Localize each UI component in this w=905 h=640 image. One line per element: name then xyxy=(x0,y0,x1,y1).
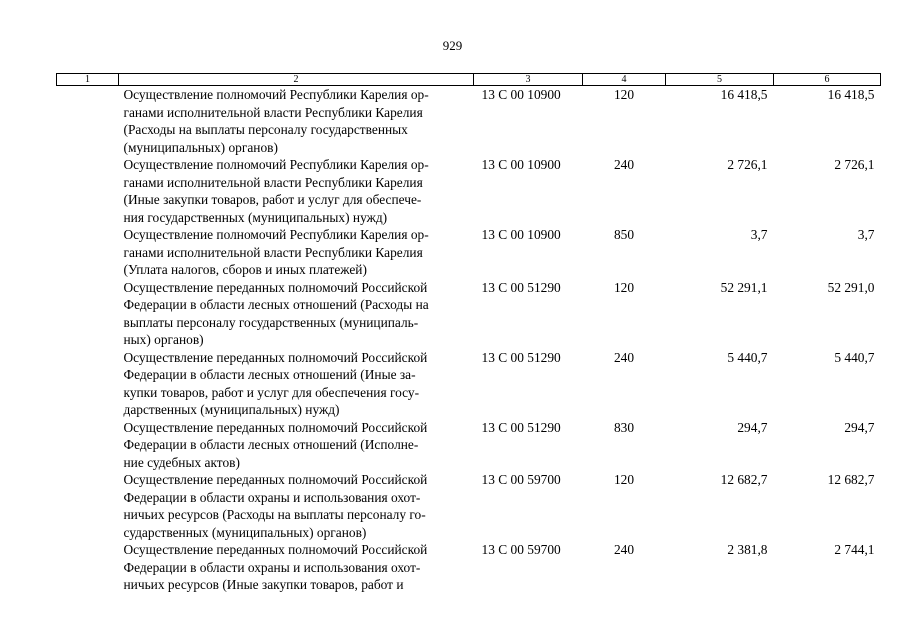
amount-col-5: 52 291,1 xyxy=(720,279,768,295)
expense-type-code: 830 xyxy=(613,419,635,435)
amount-col-6: 12 682,7 xyxy=(827,472,875,487)
amount-col-5: 294,7 xyxy=(737,419,768,435)
table-row xyxy=(57,541,881,594)
expense-name-line: Федерации в области охраны и использования охот- xyxy=(123,559,421,575)
row-number-cell xyxy=(57,156,119,226)
amount-col-5: 5 440,7 xyxy=(727,349,768,365)
header-col-3: 3 xyxy=(474,74,583,86)
header-col-1: 1 xyxy=(57,74,119,86)
amount-col-5: 2 726,1 xyxy=(727,157,768,172)
table-body xyxy=(57,86,881,594)
header-col-5: 5 xyxy=(666,74,774,86)
amount-col-5: 3,7 xyxy=(750,227,768,242)
expense-name-line: (Расходы на выплаты персоналу государственных xyxy=(123,122,408,137)
row-number-cell xyxy=(57,279,119,349)
expense-name-cell xyxy=(119,349,474,419)
expense-name-line: Осуществление переданных полномочий Российской xyxy=(123,279,428,295)
amount-col-6: 3,7 xyxy=(857,227,875,242)
expense-type-code: 850 xyxy=(613,227,635,242)
expense-name-line: ных) органов) xyxy=(123,332,204,347)
expense-name-cell xyxy=(119,226,474,279)
expense-name-line: ния государственных (муниципальных) нужд) xyxy=(123,209,388,225)
expense-name-cell xyxy=(119,419,474,472)
expense-type-code: 120 xyxy=(613,279,635,295)
target-article-code: 13 С 00 59700 xyxy=(481,472,561,487)
table-row xyxy=(57,226,881,279)
expense-type-code: 240 xyxy=(613,157,635,172)
target-article-code: 13 С 00 10900 xyxy=(481,157,561,172)
expense-name-line: (Иные закупки товаров, работ и услуг для обеспече- xyxy=(123,192,422,207)
expense-name-line: Осуществление полномочий Республики Карелия ор- xyxy=(123,227,429,242)
expense-name-line: Осуществление полномочий Республики Карелия ор- xyxy=(123,87,429,102)
table-row xyxy=(57,419,881,472)
table-row xyxy=(57,349,881,419)
expense-name-cell xyxy=(119,279,474,349)
header-col-6: 6 xyxy=(774,74,881,86)
page-number: 929 xyxy=(442,38,463,53)
amount-col-5: 16 418,5 xyxy=(720,87,768,102)
expense-name-cell xyxy=(119,156,474,226)
expense-name-line: Федерации в области охраны и использования охот- xyxy=(123,489,421,505)
expense-name-line: Осуществление переданных полномочий Российской xyxy=(123,542,428,557)
expense-name-line: купки товаров, работ и услуг для обеспечения госу- xyxy=(123,384,420,400)
target-article-code: 13 С 00 51290 xyxy=(481,279,561,295)
expense-name-line: Осуществление переданных полномочий Российской xyxy=(123,472,428,487)
expense-name-cell xyxy=(119,471,474,541)
expense-name-line: Федерации в области лесных отношений (Расходы на xyxy=(123,297,429,312)
expense-name-line: (муниципальных) органов) xyxy=(123,139,278,155)
target-article-code: 13 С 00 10900 xyxy=(481,87,561,102)
table-row xyxy=(57,471,881,541)
expense-name-line: Осуществление полномочий Республики Карелия ор- xyxy=(123,157,429,172)
expense-name-line: ние судебных актов) xyxy=(123,454,240,470)
table-row xyxy=(57,279,881,349)
expense-name-line: выплаты персоналу государственных (муниципаль- xyxy=(123,314,419,330)
expense-name-cell xyxy=(119,86,474,157)
target-article-code: 13 С 00 51290 xyxy=(481,349,561,365)
expense-name-line: Осуществление переданных полномочий Российской xyxy=(123,419,428,435)
expense-name-line: сударственных (муниципальных) органов) xyxy=(123,524,367,540)
expense-name-line: (Уплата налогов, сборов и иных платежей) xyxy=(123,262,367,277)
target-article-code: 13 С 00 10900 xyxy=(481,227,561,242)
row-number-cell xyxy=(57,541,119,594)
row-number-cell xyxy=(57,86,119,157)
table-header xyxy=(57,74,881,86)
expense-name-line: ничьих ресурсов (Иные закупки товаров, работ и xyxy=(123,577,404,592)
header-col-2: 2 xyxy=(119,74,474,86)
target-article-code: 13 С 00 51290 xyxy=(481,419,561,435)
table-row xyxy=(57,156,881,226)
target-article-code: 13 С 00 59700 xyxy=(481,542,561,557)
amount-col-6: 2 726,1 xyxy=(834,157,875,172)
expense-name-line: дарственных (муниципальных) нужд) xyxy=(123,402,340,417)
table-row xyxy=(57,86,881,157)
amount-col-6: 2 744,1 xyxy=(834,542,875,557)
expense-type-code: 120 xyxy=(613,472,635,487)
expense-name-line: ганами исполнительной власти Республики Карелия xyxy=(123,244,423,260)
amount-col-6: 16 418,5 xyxy=(827,87,875,102)
expense-type-code: 120 xyxy=(613,87,635,102)
header-col-4: 4 xyxy=(583,74,666,86)
amount-col-6: 5 440,7 xyxy=(834,349,875,365)
expense-type-code: 240 xyxy=(613,542,635,557)
expense-name-line: Федерации в области лесных отношений (Иные за- xyxy=(123,367,416,382)
amount-col-6: 52 291,0 xyxy=(827,279,875,295)
row-number-cell xyxy=(57,226,119,279)
amount-col-5: 12 682,7 xyxy=(720,472,768,487)
budget-table xyxy=(56,73,881,594)
expense-type-code: 240 xyxy=(613,349,635,365)
amount-col-5: 2 381,8 xyxy=(727,542,768,557)
row-number-cell xyxy=(57,419,119,472)
row-number-cell xyxy=(57,349,119,419)
expense-name-line: ничьих ресурсов (Расходы на выплаты персоналу го- xyxy=(123,507,426,522)
row-number-cell xyxy=(57,471,119,541)
expense-name-line: Федерации в области лесных отношений (Исполне- xyxy=(123,437,419,452)
header-row xyxy=(57,74,881,86)
expense-name-line: Осуществление переданных полномочий Российской xyxy=(123,349,428,365)
expense-name-line: ганами исполнительной власти Республики Карелия xyxy=(123,104,423,120)
expense-name-cell xyxy=(119,541,474,594)
amount-col-6: 294,7 xyxy=(844,419,875,435)
expense-name-line: ганами исполнительной власти Республики Карелия xyxy=(123,174,423,190)
